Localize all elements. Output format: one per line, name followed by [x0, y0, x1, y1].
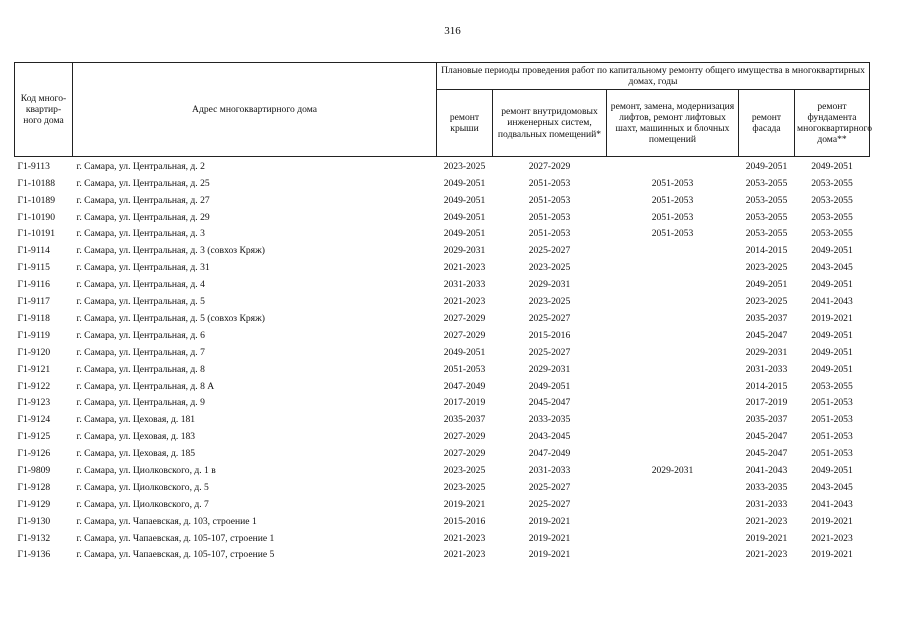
cell-facade: 2035-2037 — [745, 312, 788, 324]
cell-lifts: 2051-2053 — [651, 228, 694, 240]
cell-code: Г1-9136 — [17, 549, 51, 561]
cell-foundation: 2051-2053 — [811, 448, 853, 460]
cell-roof: 2021-2023 — [443, 262, 486, 274]
cell-lifts — [607, 479, 739, 496]
cell-engineering: 2051-2053 — [528, 177, 571, 189]
cell-lifts — [607, 530, 739, 547]
cell-engineering: 2049-2051 — [528, 380, 571, 392]
cell-roof: 2031-2033 — [443, 279, 486, 291]
cell-facade: 2021-2023 — [745, 549, 788, 561]
cell-lifts: 2029-2031 — [651, 464, 694, 476]
cell-facade: 2049-2051 — [745, 279, 788, 291]
cell-roof: 2017-2019 — [443, 397, 486, 409]
cell-lifts — [607, 411, 739, 428]
cell-foundation: 2049-2051 — [811, 346, 853, 358]
cell-facade: 2017-2019 — [745, 397, 788, 409]
cell-code: Г1-9130 — [17, 515, 51, 527]
cell-facade: 2033-2035 — [745, 481, 788, 493]
cell-foundation: 2021-2023 — [811, 532, 853, 544]
cell-roof: 2027-2029 — [443, 448, 486, 460]
cell-engineering: 2019-2021 — [528, 549, 571, 561]
cell-facade: 2029-2031 — [745, 346, 788, 358]
cell-roof: 2051-2053 — [443, 363, 486, 375]
cell-facade: 2021-2023 — [745, 515, 788, 527]
cell-foundation: 2019-2021 — [811, 312, 853, 324]
cell-foundation: 2043-2045 — [811, 481, 853, 493]
table-body — [15, 157, 870, 564]
cell-engineering: 2015-2016 — [528, 329, 571, 341]
cell-address: г. Самара, ул. Центральная, д. 5 (совхоз Кряж) — [76, 312, 265, 324]
cell-lifts — [607, 428, 739, 445]
header-planned-periods: Плановые периоды проведения работ по капитальному ремонту общего имущества в многоквартирных домах, годы — [437, 63, 870, 90]
cell-engineering: 2033-2035 — [528, 414, 571, 426]
cell-foundation: 2053-2055 — [811, 380, 853, 392]
cell-address: г. Самара, ул. Чапаевская, д. 105-107, строение 5 — [76, 549, 275, 561]
cell-foundation: 2051-2053 — [811, 397, 853, 409]
cell-foundation: 2051-2053 — [811, 431, 853, 443]
cell-facade: 2045-2047 — [745, 448, 788, 460]
cell-roof: 2015-2016 — [443, 515, 486, 527]
cell-facade: 2031-2033 — [745, 498, 788, 510]
header-engineering: ремонт внутридомовых инженерных систем, подвальных помещений* — [493, 90, 607, 157]
cell-lifts — [607, 445, 739, 462]
cell-lifts: 2051-2053 — [651, 194, 694, 206]
cell-lifts — [607, 394, 739, 411]
cell-foundation: 2019-2021 — [811, 515, 853, 527]
table-row — [15, 327, 870, 344]
table-row — [15, 479, 870, 496]
cell-code: Г1-9132 — [17, 532, 51, 544]
cell-foundation: 2041-2043 — [811, 296, 853, 308]
cell-foundation: 2049-2051 — [811, 329, 853, 341]
cell-engineering: 2025-2027 — [528, 498, 571, 510]
cell-engineering: 2025-2027 — [528, 346, 571, 358]
cell-foundation: 2049-2051 — [811, 464, 853, 476]
table-row — [15, 310, 870, 327]
cell-facade: 2053-2055 — [745, 194, 788, 206]
cell-roof: 2049-2051 — [443, 228, 486, 240]
cell-address: г. Самара, ул. Циолковского, д. 1 в — [76, 464, 216, 476]
cell-code: Г1-9129 — [17, 498, 51, 510]
cell-facade: 2014-2015 — [745, 380, 788, 392]
cell-roof: 2049-2051 — [443, 346, 486, 358]
cell-code: Г1-9116 — [17, 279, 50, 291]
cell-address: г. Самара, ул. Цеховая, д. 185 — [76, 448, 196, 460]
header-address: Адрес многоквартирного дома — [73, 63, 437, 157]
cell-lifts — [607, 259, 739, 276]
cell-facade: 2031-2033 — [745, 363, 788, 375]
cell-facade: 2035-2037 — [745, 414, 788, 426]
cell-foundation: 2053-2055 — [811, 211, 853, 223]
cell-roof: 2019-2021 — [443, 498, 486, 510]
cell-engineering: 2023-2025 — [528, 262, 571, 274]
cell-roof: 2021-2023 — [443, 549, 486, 561]
table-row — [15, 293, 870, 310]
cell-code: Г1-9121 — [17, 363, 51, 375]
cell-engineering: 2051-2053 — [528, 194, 571, 206]
header-foundation: ремонт фундамента многоквартирного дома** — [795, 90, 870, 157]
cell-facade: 2023-2025 — [745, 296, 788, 308]
cell-address: г. Самара, ул. Циолковского, д. 5 — [76, 481, 209, 493]
cell-address: г. Самара, ул. Чапаевская, д. 105-107, строение 1 — [76, 532, 275, 544]
table-row — [15, 361, 870, 378]
cell-roof: 2047-2049 — [443, 380, 486, 392]
cell-roof: 2021-2023 — [443, 296, 486, 308]
cell-facade: 2053-2055 — [745, 228, 788, 240]
cell-engineering: 2023-2025 — [528, 296, 571, 308]
cell-address: г. Самара, ул. Чапаевская, д. 103, строение 1 — [76, 515, 257, 527]
table-row — [15, 496, 870, 513]
cell-address: г. Самара, ул. Центральная, д. 27 — [76, 194, 210, 206]
cell-roof: 2027-2029 — [443, 431, 486, 443]
cell-code: Г1-9809 — [17, 464, 51, 476]
cell-facade: 2053-2055 — [745, 211, 788, 223]
table-row — [15, 157, 870, 175]
cell-lifts: 2051-2053 — [651, 211, 694, 223]
cell-lifts — [607, 496, 739, 513]
cell-code: Г1-10188 — [17, 177, 56, 189]
table-row — [15, 175, 870, 192]
repair-schedule-table — [14, 62, 873, 563]
cell-lifts — [607, 546, 739, 563]
cell-address: г. Самара, ул. Центральная, д. 31 — [76, 262, 210, 274]
table-row — [15, 226, 870, 243]
table-row — [15, 378, 870, 395]
cell-roof: 2035-2037 — [443, 414, 486, 426]
table-row — [15, 411, 870, 428]
table-row — [15, 546, 870, 563]
cell-code: Г1-10189 — [17, 194, 56, 206]
cell-roof: 2023-2025 — [443, 464, 486, 476]
header-lifts: ремонт, замена, модернизация лифтов, ремонт лифтовых шахт, машинных и блочных помещений — [607, 90, 739, 157]
cell-foundation: 2051-2053 — [811, 414, 853, 426]
cell-address: г. Самара, ул. Цеховая, д. 183 — [76, 431, 196, 443]
cell-facade: 2023-2025 — [745, 262, 788, 274]
cell-facade: 2041-2043 — [745, 464, 788, 476]
table-row — [15, 428, 870, 445]
cell-lifts: 2051-2053 — [651, 177, 694, 189]
cell-code: Г1-9125 — [17, 431, 51, 443]
cell-code: Г1-9123 — [17, 397, 51, 409]
cell-address: г. Самара, ул. Центральная, д. 29 — [76, 211, 210, 223]
cell-facade: 2049-2051 — [745, 160, 788, 172]
cell-engineering: 2031-2033 — [528, 464, 571, 476]
header-roof: ремонт крыши — [437, 90, 493, 157]
cell-foundation: 2049-2051 — [811, 245, 853, 257]
cell-lifts — [607, 157, 739, 175]
table-row — [15, 242, 870, 259]
cell-engineering: 2045-2047 — [528, 397, 571, 409]
cell-facade: 2019-2021 — [745, 532, 788, 544]
cell-foundation: 2053-2055 — [811, 177, 853, 189]
cell-lifts — [607, 361, 739, 378]
cell-roof: 2027-2029 — [443, 312, 486, 324]
cell-code: Г1-9124 — [17, 414, 51, 426]
cell-code: Г1-9128 — [17, 481, 51, 493]
cell-foundation: 2053-2055 — [811, 228, 853, 240]
cell-lifts — [607, 293, 739, 310]
cell-foundation: 2049-2051 — [811, 160, 853, 172]
cell-address: г. Самара, ул. Центральная, д. 2 — [76, 160, 205, 172]
cell-code: Г1-9117 — [17, 296, 50, 308]
cell-code: Г1-9120 — [17, 346, 51, 358]
page-number: 316 — [444, 25, 461, 37]
cell-lifts — [607, 344, 739, 361]
header-facade: ремонт фасада — [739, 90, 795, 157]
cell-address: г. Самара, ул. Центральная, д. 3 — [76, 228, 205, 240]
cell-lifts — [607, 513, 739, 530]
cell-foundation: 2053-2055 — [811, 194, 853, 206]
cell-code: Г1-9115 — [17, 262, 50, 274]
cell-roof: 2049-2051 — [443, 194, 486, 206]
cell-address: г. Самара, ул. Цеховая, д. 181 — [76, 414, 196, 426]
cell-lifts — [607, 327, 739, 344]
cell-lifts — [607, 310, 739, 327]
cell-code: Г1-9126 — [17, 448, 51, 460]
table-row — [15, 394, 870, 411]
cell-foundation: 2043-2045 — [811, 262, 853, 274]
cell-engineering: 2019-2021 — [528, 532, 571, 544]
cell-address: г. Самара, ул. Центральная, д. 7 — [76, 346, 205, 358]
table-row — [15, 344, 870, 361]
cell-engineering: 2047-2049 — [528, 448, 571, 460]
cell-roof: 2023-2025 — [443, 481, 486, 493]
cell-engineering: 2025-2027 — [528, 245, 571, 257]
cell-facade: 2045-2047 — [745, 431, 788, 443]
cell-roof: 2049-2051 — [443, 177, 486, 189]
table-row — [15, 209, 870, 226]
cell-roof: 2029-2031 — [443, 245, 486, 257]
cell-engineering: 2029-2031 — [528, 279, 571, 291]
cell-engineering: 2051-2053 — [528, 211, 571, 223]
cell-address: г. Самара, ул. Центральная, д. 8 А — [76, 380, 215, 392]
cell-address: г. Самара, ул. Циолковского, д. 7 — [76, 498, 209, 510]
cell-lifts — [607, 242, 739, 259]
cell-code: Г1-10190 — [17, 211, 56, 223]
cell-address: г. Самара, ул. Центральная, д. 5 — [76, 296, 205, 308]
cell-lifts — [607, 378, 739, 395]
cell-engineering: 2019-2021 — [528, 515, 571, 527]
cell-roof: 2027-2029 — [443, 329, 486, 341]
cell-roof: 2049-2051 — [443, 211, 486, 223]
cell-address: г. Самара, ул. Центральная, д. 9 — [76, 397, 205, 409]
cell-roof: 2021-2023 — [443, 532, 486, 544]
cell-code: Г1-9114 — [17, 245, 50, 257]
cell-code: Г1-9119 — [17, 329, 50, 341]
cell-address: г. Самара, ул. Центральная, д. 8 — [76, 363, 205, 375]
cell-code: Г1-9118 — [17, 312, 50, 324]
cell-engineering: 2029-2031 — [528, 363, 571, 375]
cell-foundation: 2041-2043 — [811, 498, 853, 510]
table-row — [15, 513, 870, 530]
cell-lifts — [607, 276, 739, 293]
cell-address: г. Самара, ул. Центральная, д. 4 — [76, 279, 205, 291]
cell-code: Г1-9113 — [17, 160, 50, 172]
cell-roof: 2023-2025 — [443, 160, 486, 172]
cell-address: г. Самара, ул. Центральная, д. 6 — [76, 329, 205, 341]
table-row — [15, 530, 870, 547]
cell-engineering: 2043-2045 — [528, 431, 571, 443]
cell-code: Г1-10191 — [17, 228, 56, 240]
cell-engineering: 2025-2027 — [528, 481, 571, 493]
cell-engineering: 2051-2053 — [528, 228, 571, 240]
table-row — [15, 192, 870, 209]
header-code: Код много-квартир-ного дома — [15, 63, 73, 157]
cell-address: г. Самара, ул. Центральная, д. 3 (совхоз Кряж) — [76, 245, 265, 257]
table-row — [15, 276, 870, 293]
cell-facade: 2045-2047 — [745, 329, 788, 341]
cell-foundation: 2019-2021 — [811, 549, 853, 561]
cell-foundation: 2049-2051 — [811, 363, 853, 375]
cell-code: Г1-9122 — [17, 380, 51, 392]
cell-facade: 2014-2015 — [745, 245, 788, 257]
cell-address: г. Самара, ул. Центральная, д. 25 — [76, 177, 210, 189]
cell-foundation: 2049-2051 — [811, 279, 853, 291]
table-row — [15, 259, 870, 276]
table-row — [15, 462, 870, 479]
cell-facade: 2053-2055 — [745, 177, 788, 189]
cell-engineering: 2025-2027 — [528, 312, 571, 324]
cell-engineering: 2027-2029 — [528, 160, 571, 172]
table-row — [15, 445, 870, 462]
